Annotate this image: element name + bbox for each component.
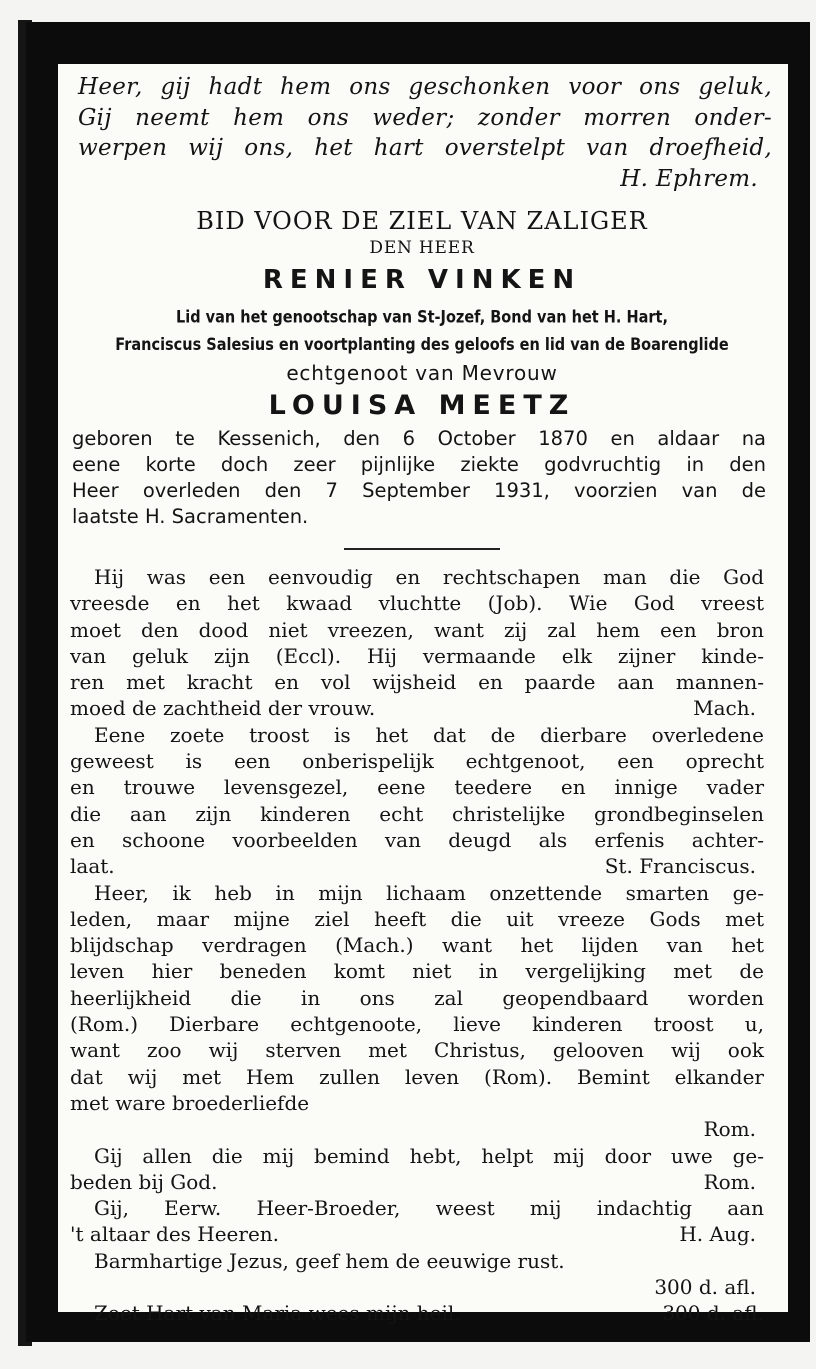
text-line: ren met kracht en vol wijsheid en paarde aan mannen-: [70, 670, 764, 695]
bio-line: Heer overleden den 7 September 1931, voorzien van de: [72, 479, 766, 502]
opening-quote: [78, 72, 772, 194]
text-line: die aan zijn kinderen echt christelijke grondbeginselen: [70, 801, 764, 826]
paragraph-3: [70, 880, 764, 1143]
text-line: Heer, ik heb in mijn lichaam onzettende smarten ge-: [94, 880, 764, 905]
prayer-2-row: [70, 1300, 764, 1326]
text-line: blijdschap verdragen (Mach.) want het lijden van het: [70, 933, 764, 958]
text-line: 't altaar des Heeren.: [70, 1222, 280, 1247]
text-line: laat.: [70, 854, 115, 879]
text-line: van geluk zijn (Eccl). Hij vermaande elk zijner kinde-: [70, 643, 764, 668]
memorial-card: [58, 64, 788, 1326]
prayer-2: Zoet Hart van Maria wees mijn heil.: [94, 1301, 461, 1326]
citation: St. Franciscus.: [604, 854, 756, 879]
bio-line: geboren te Kessenich, den 6 October 1870 en aldaar na: [72, 427, 766, 450]
text-line: Gij allen die mij bemind hebt, helpt mij door uwe ge-: [94, 1143, 764, 1168]
text-line: vreesde en het kwaad vluchtte (Job). Wie God vreest: [70, 591, 764, 616]
closing-row: [70, 695, 764, 721]
text-line: met ware broederliefde: [70, 1090, 310, 1115]
text-line: en trouwe levensgezel, eene teedere en innige vader: [70, 775, 764, 800]
text-line: geweest is een onberispelijk echtgenoot, een oprecht: [70, 749, 764, 774]
text-line: Hij was een eenvoudig en rechtschapen man die God: [94, 565, 764, 589]
quote-line: werpen wij ons, het hart overstelpt van droefheid,: [78, 135, 772, 161]
spouse-name: LOUISA MEETZ: [268, 390, 576, 421]
citation: Rom.: [703, 1169, 756, 1194]
card-content: [66, 72, 778, 1327]
indulgence-row-1: [70, 1274, 764, 1300]
paragraph-2: [70, 722, 764, 880]
membership-line: Lid van het genootschap van St-Jozef, Bond van het H. Hart,: [176, 308, 668, 327]
text-line: want zoo wij sterven met Christus, gelooven wij ook: [70, 1038, 764, 1063]
quote-line: Heer, gij hadt hem ons geschonken voor ons geluk,: [78, 74, 772, 100]
bio-line: laatste H. Sacramenten.: [72, 505, 309, 528]
memberships: [66, 304, 778, 359]
text-line: leven hier beneden komt niet in vergelijking met de: [70, 959, 764, 984]
paragraph-1: [70, 564, 764, 722]
citation: Mach.: [693, 696, 756, 721]
text-line: moed de zachtheid der vrouw.: [70, 696, 376, 721]
text-line: heerlijkheid die in ons zal geopendbaard worden: [70, 985, 764, 1010]
prayer-heading: BID VOOR DE ZIEL VAN ZALIGER: [196, 207, 648, 235]
closing-row: [70, 853, 764, 879]
text-line: Eene zoete troost is het dat de dierbare overledene: [94, 722, 764, 747]
bio-line: eene korte doch zeer pijnlijke ziekte godvruchtig in den: [72, 453, 766, 476]
membership-line: Franciscus Salesius en voortplanting des geloofs en lid van de Boarenglide: [115, 336, 729, 355]
text-line: Gij, Eerw. Heer-Broeder, weest mij indachtig aan: [94, 1196, 764, 1221]
indulgence: 300 d. afl.: [654, 1275, 756, 1300]
deceased-name: RENIER VINKEN: [262, 265, 582, 295]
closing-row: [70, 1116, 764, 1142]
paragraph-5: [70, 1195, 764, 1248]
biography: [72, 426, 766, 530]
citation: H. Aug.: [679, 1222, 756, 1247]
quote-line: Gij neemt hem ons weder; zonder morren onder-: [78, 104, 772, 131]
text-line: (Rom.) Dierbare echtgenoote, lieve kinderen troost u,: [70, 1012, 764, 1037]
closing-row: [70, 1169, 764, 1195]
quote-source: H. Ephrem.: [620, 165, 758, 192]
text-line: en schoone voorbeelden van deugd als erfenis achter-: [70, 827, 764, 852]
indulgence: 300 d. afl.: [662, 1301, 764, 1326]
paragraph-4: [70, 1143, 764, 1196]
text-line: dat wij met Hem zullen leven (Rom). Bemint elkander: [70, 1064, 764, 1089]
prayer-1: Barmhartige Jezus, geef hem de eeuwige rust.: [94, 1248, 565, 1273]
meditation-text: [70, 564, 764, 1327]
text-line: leden, maar mijne ziel heeft die uit vreeze Gods met: [70, 906, 764, 931]
citation: Rom.: [703, 1117, 756, 1142]
divider: [344, 548, 500, 550]
closing-row: [70, 1221, 764, 1247]
spouse-label: echtgenoot van Mevrouw: [286, 361, 558, 385]
text-line: moet den dood niet vreezen, want zij zal hem een bron: [70, 617, 764, 642]
text-line: beden bij God.: [70, 1169, 218, 1194]
honorific: DEN HEER: [369, 238, 475, 258]
